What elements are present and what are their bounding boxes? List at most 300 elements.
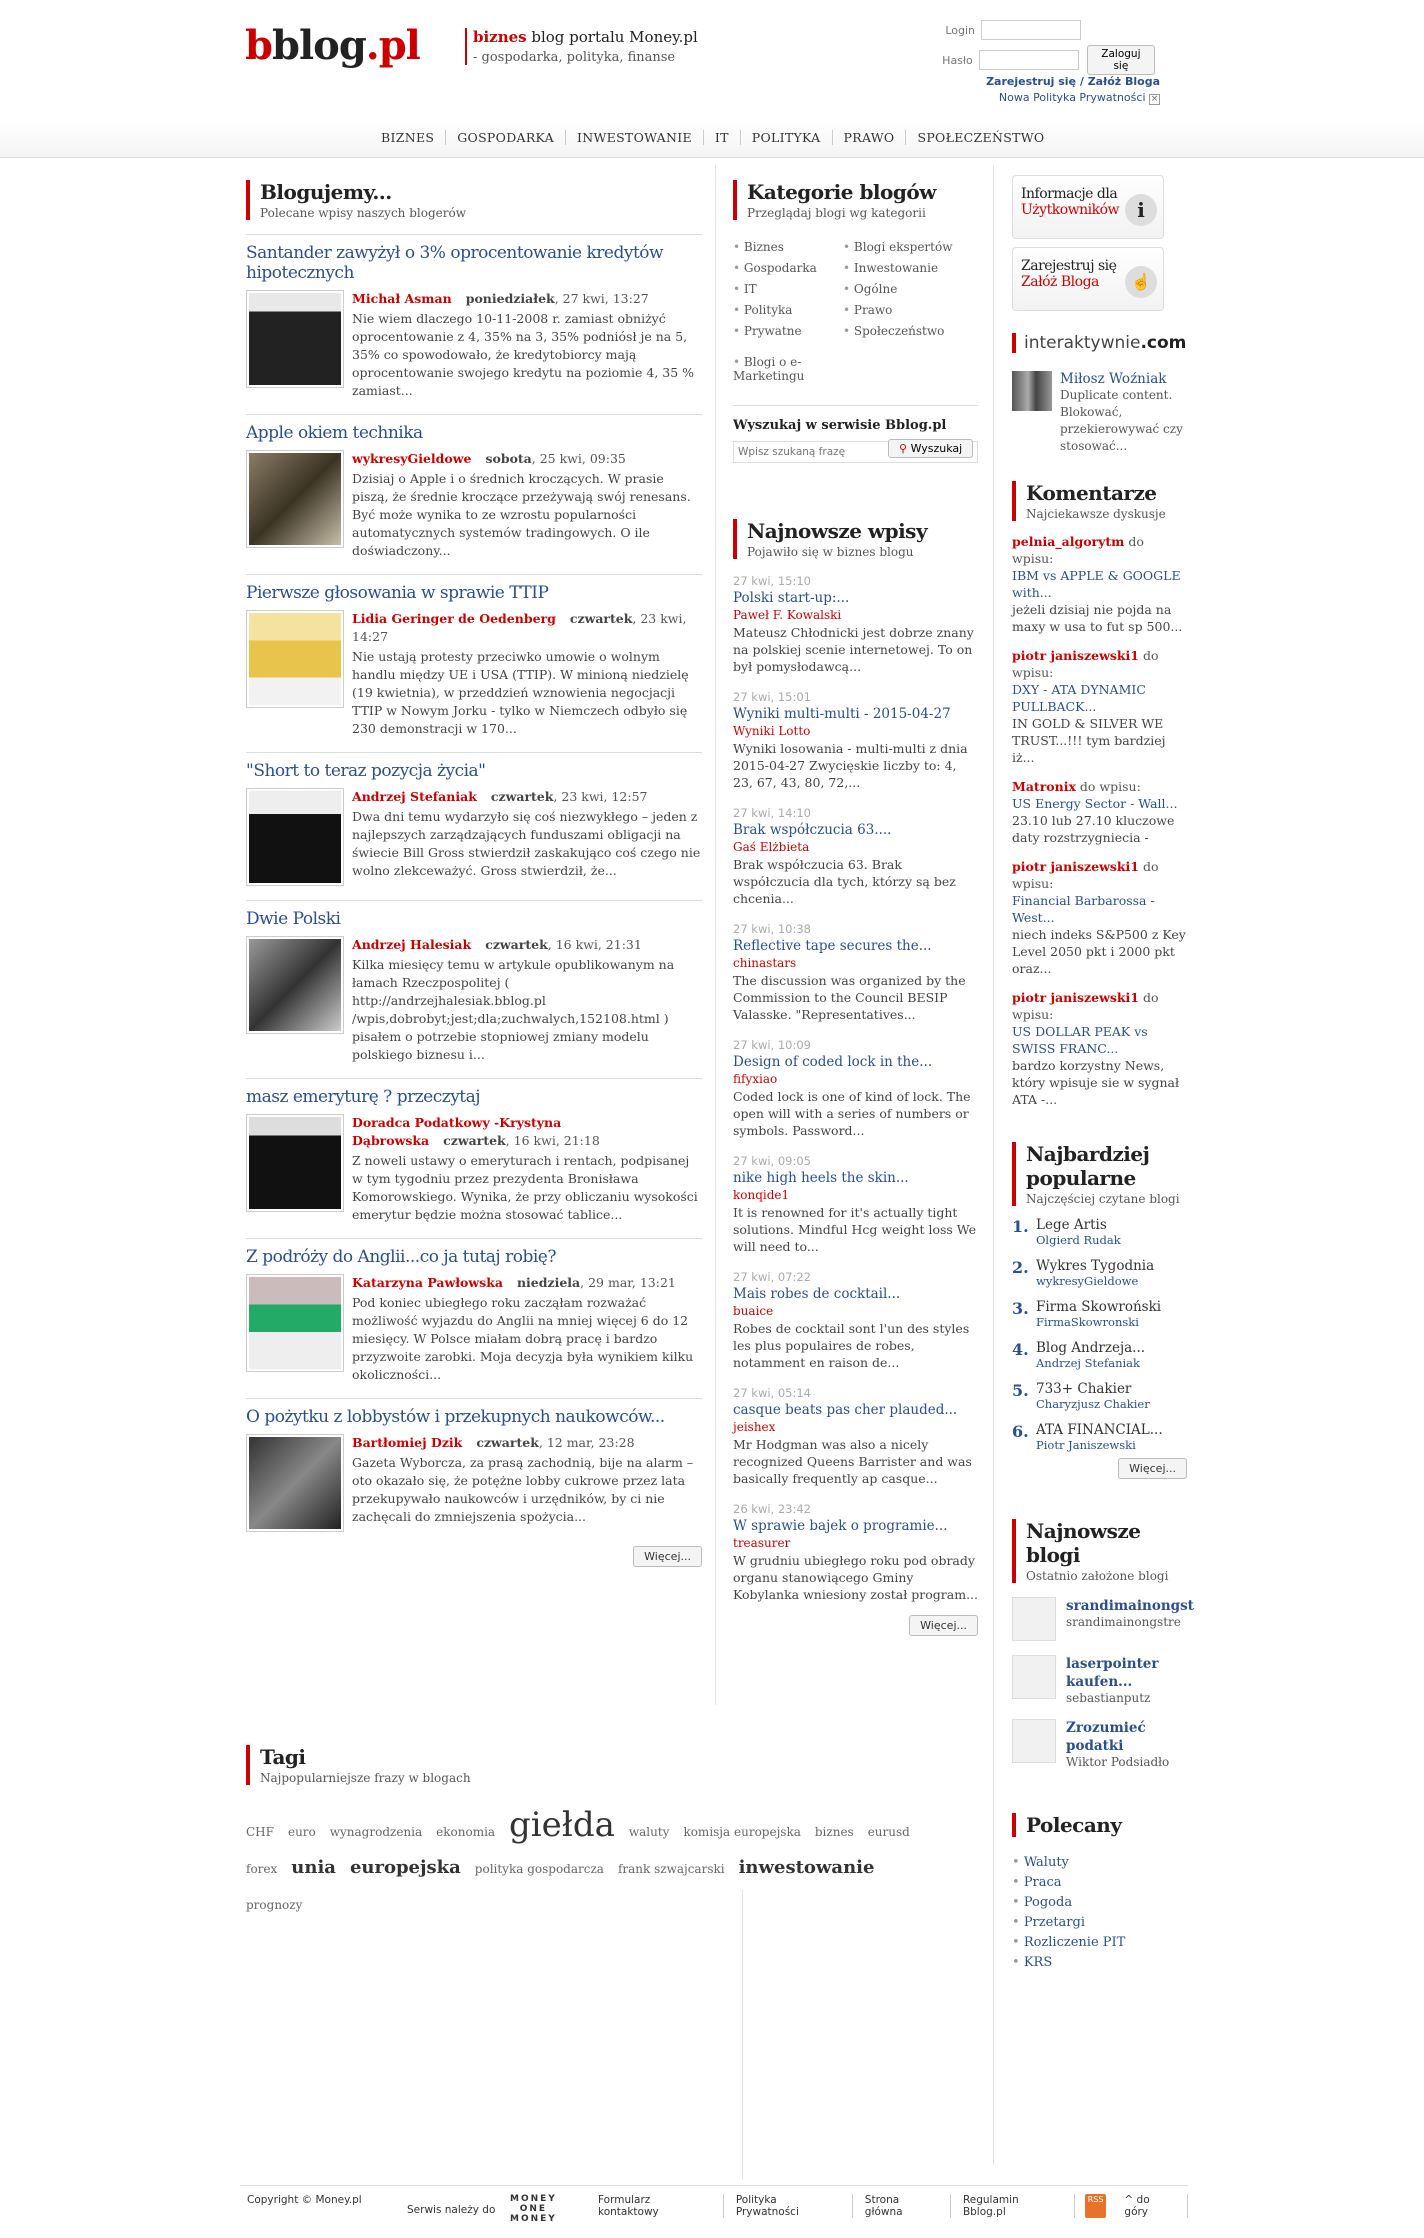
money-logo[interactable]: MONEY ONE MONEY xyxy=(510,2194,557,2224)
tag-link[interactable]: eurusd xyxy=(867,1825,910,1839)
tag-link[interactable]: prognozy xyxy=(246,1898,303,1912)
post-thumbnail[interactable] xyxy=(246,788,344,886)
category-link[interactable]: • Blogi o e-Marketingu xyxy=(733,355,843,383)
newest-post-author[interactable]: fifyxiao xyxy=(733,1072,778,1086)
section-heading xyxy=(1012,1142,1187,1206)
newest-post-author[interactable]: Gaś Elżbieta xyxy=(733,840,810,854)
post-author[interactable]: Bartłomiej Dzik xyxy=(352,1435,463,1450)
post-excerpt: Gazeta Wyborcza, za prasą zachodnią, bije na alarm – oto okazało się, że potężne lobby cukrowe przez lata przekupywało naukowców i urzędników, by ci nie zachęcali do zmniejszenia spożycia... xyxy=(352,1455,694,1524)
newest-post-date: 27 kwi, 05:14 xyxy=(733,1386,812,1400)
site-logo[interactable]: bblog.pl xyxy=(245,22,420,69)
popular-rank: 2. xyxy=(1012,1258,1029,1277)
info-box-line1: Zarejestruj się xyxy=(1021,258,1117,274)
avatar xyxy=(1012,1597,1056,1641)
section-title: Blogujemy... xyxy=(260,180,392,204)
tagline-biz: biznes xyxy=(473,28,527,46)
section-heading xyxy=(1012,1813,1187,1837)
post-meta xyxy=(352,1434,702,1452)
newest-post-item xyxy=(733,921,978,1023)
section-title: Najnowsze blogi xyxy=(1026,1519,1141,1567)
newest-post-date: 27 kwi, 15:01 xyxy=(733,690,812,704)
comment-excerpt: bardzo korzystny News, który wpisuje sie w sygnał ATA -... xyxy=(1012,1058,1180,1107)
newest-post-title[interactable]: Mais robes de cocktail... xyxy=(733,1286,901,1302)
category-link[interactable]: • Biznes xyxy=(733,240,843,254)
header xyxy=(0,0,1424,158)
nav-inwestowanie[interactable]: INWESTOWANIE xyxy=(566,130,704,145)
post-title[interactable]: "Short to teraz pozycja życia" xyxy=(246,761,486,781)
copyright: Copyright © Money.pl xyxy=(247,2194,362,2206)
owner-text: Serwis należy do xyxy=(407,2204,496,2216)
tagline-main: blog portalu Money.pl xyxy=(526,28,698,46)
post-excerpt: Pod koniec ubiegłego roku zacząłam rozważać możliwość wyjazdu do Anglii na mniej więcej 6 do 12 miesięcy. W Polsce miałam dobrą pracę i bardzo przyzwoite zarobki. Moja decyzja była wynikiem kilku okoliczności... xyxy=(352,1295,694,1382)
post-item xyxy=(246,234,702,400)
category-link[interactable]: • Gospodarka xyxy=(733,261,843,275)
new-blog-user: srandimainongstre xyxy=(1066,1615,1181,1629)
nav-it[interactable]: IT xyxy=(704,130,741,145)
recommended-link[interactable]: • KRS xyxy=(1012,1953,1187,1973)
new-blogs-list xyxy=(1012,1597,1194,1769)
post-thumbnail[interactable] xyxy=(246,1274,344,1372)
popular-blog-author[interactable]: Piotr Janiszewski xyxy=(1036,1438,1136,1452)
post-excerpt: Dwa dni temu wydarzyło się coś niezwykłego – jeden z najlepszych zarządzających funduszami obligacji na świecie Bill Gross stwierdził zaskakująco coś czego nie wolno zlekceważyć. Gross stwierdził, że... xyxy=(352,809,701,878)
newest-post-excerpt: Robes de cocktail sont l'un des styles les plus populaires de robes, notamment en raison de... xyxy=(733,1321,970,1370)
post-item xyxy=(246,414,702,560)
recommended-link[interactable]: • Waluty xyxy=(1012,1853,1187,1873)
category-list xyxy=(733,240,978,383)
search-label: Wyszukaj w serwisie Bblog.pl xyxy=(733,418,947,433)
newest-post-excerpt: Mateusz Chłodnicki jest dobrze znany na polskiej scenie internetowej. To on był pomysłodawcą... xyxy=(733,625,974,674)
post-meta xyxy=(352,788,702,806)
category-link[interactable]: • Prawo xyxy=(843,303,973,317)
comment-item xyxy=(1012,533,1187,635)
avatar xyxy=(1012,1719,1056,1763)
register-box[interactable] xyxy=(1012,247,1164,311)
comment-excerpt: niech indeks S&P500 z Key Level 2050 pkt i 2000 pkt oraz... xyxy=(1012,927,1186,976)
popular-blog-name[interactable]: Wykres Tygodnia xyxy=(1036,1258,1155,1274)
newest-post-date: 27 kwi, 15:10 xyxy=(733,574,812,588)
tag-cloud xyxy=(246,1807,946,1923)
comment-user[interactable]: piotr janiszewski1 xyxy=(1012,648,1139,663)
post-title[interactable]: Dwie Polski xyxy=(246,909,341,929)
section-title: Najnowsze wpisy xyxy=(747,519,928,543)
comment-post-title[interactable]: Financial Barbarossa - West... xyxy=(1012,893,1155,925)
section-subtitle: Pojawiło się w biznes blogu xyxy=(747,545,914,559)
search-box xyxy=(733,405,978,463)
item-desc: Duplicate content. Blokować, przekierowywać czy stosować... xyxy=(1060,388,1183,453)
popular-blog-author[interactable]: Andrzej Stefaniak xyxy=(1036,1356,1140,1370)
newest-post-author[interactable]: Paweł F. Kowalski xyxy=(733,608,842,622)
divider xyxy=(715,165,716,1705)
popular-rank: 6. xyxy=(1012,1422,1029,1441)
popular-rank: 5. xyxy=(1012,1381,1029,1400)
popular-blog-name[interactable]: 733+ Chakier xyxy=(1036,1381,1132,1397)
footer-link[interactable]: Strona główna xyxy=(853,2194,951,2218)
newest-post-title[interactable]: Brak współczucia 63.... xyxy=(733,822,892,838)
newest-post-date: 27 kwi, 10:38 xyxy=(733,922,812,936)
post-date: , 23 kwi, 14:27 xyxy=(352,611,687,644)
popular-item[interactable] xyxy=(1012,1422,1187,1452)
recommended-link[interactable]: • Przetargi xyxy=(1012,1913,1187,1933)
footer-link[interactable]: Polityka Prywatności xyxy=(724,2194,853,2218)
comment-user[interactable]: Matronix xyxy=(1012,779,1076,794)
password-input[interactable] xyxy=(979,50,1079,70)
avatar xyxy=(1012,371,1052,411)
new-blog-name[interactable]: laserpointer kaufen... xyxy=(1066,1656,1159,1690)
info-box-line1: Informacje dla xyxy=(1021,186,1118,202)
post-day: czwartek xyxy=(490,789,554,804)
newest-post-author[interactable]: treasurer xyxy=(733,1536,791,1550)
new-blog-user: sebastianputz xyxy=(1066,1691,1151,1705)
popular-item[interactable] xyxy=(1012,1299,1187,1329)
newest-post-date: 26 kwi, 23:42 xyxy=(733,1502,812,1516)
post-title[interactable]: O pożytku z lobbystów i przekupnych naukowców... xyxy=(246,1407,665,1427)
new-blog-name[interactable]: srandimainongst xyxy=(1066,1598,1194,1614)
footer-links xyxy=(586,2194,1188,2218)
tagline-sub: - gospodarka, polityka, finanse xyxy=(473,50,676,65)
footer-link[interactable]: Formularz kontaktowy xyxy=(586,2194,724,2218)
section-heading xyxy=(1012,1519,1187,1583)
comment-post-title[interactable]: US Energy Sector - Wall... xyxy=(1012,796,1178,811)
post-item xyxy=(246,1398,702,1532)
users-info-box[interactable] xyxy=(1012,175,1164,239)
comment-post-title[interactable]: IBM vs APPLE & GOOGLE with... xyxy=(1012,568,1181,600)
newest-post-date: 27 kwi, 14:10 xyxy=(733,806,812,820)
popular-item[interactable] xyxy=(1012,1381,1187,1411)
tag-link[interactable]: wynagrodzenia xyxy=(329,1825,423,1839)
comment-excerpt: IN GOLD & SILVER WE TRUST...!!! tym bardziej iż... xyxy=(1012,716,1166,765)
post-thumbnail[interactable] xyxy=(246,610,344,708)
comment-word: do wpisu: xyxy=(1012,859,1159,891)
section-heading xyxy=(246,1745,946,1785)
newest-post-excerpt: Brak współczucia 63. Brak współczucia dla tych, którzy są bez chcenia... xyxy=(733,857,956,906)
comment-post-title[interactable]: US DOLLAR PEAK vs SWISS FRANC... xyxy=(1012,1024,1148,1056)
comment-item xyxy=(1012,989,1187,1108)
post-excerpt: Kilka miesięcy temu w artykule opublikowanym na łamach Rzeczpospolitej ( http://andrzejhalesiak.bblog.pl /wpis,dobrobyt;jest;dla;zuchwalych,152108.html ) pisałem o potrzebie stopniowej zmiany modelu polskiego biznesu i... xyxy=(352,957,675,1062)
post-author[interactable]: Doradca Podatkowy -Krystyna Dąbrowska xyxy=(352,1115,562,1148)
comment-word: do wpisu: xyxy=(1075,779,1141,794)
newest-post-excerpt: W grudniu ubiegłego roku pod obrady organu stanowiącego Gminy Kobylanka wniesiony został program... xyxy=(733,1553,978,1602)
comment-excerpt: 23.10 lub 27.10 kluczowe daty rozstrzygniecia - xyxy=(1012,813,1175,845)
popular-blog-author[interactable]: wykresyGieldowe xyxy=(1036,1274,1139,1288)
newest-post-title[interactable]: Polski start-up:... xyxy=(733,590,850,606)
post-body xyxy=(246,1434,702,1532)
category-link[interactable]: • Inwestowanie xyxy=(843,261,973,275)
avatar xyxy=(1012,1655,1056,1699)
tag-link[interactable]: polityka gospodarcza xyxy=(474,1862,604,1876)
post-meta xyxy=(352,936,702,954)
close-icon[interactable]: × xyxy=(1150,94,1159,104)
section-heading xyxy=(733,180,978,220)
blogujemy-section xyxy=(246,180,702,1567)
post-body xyxy=(246,1274,702,1384)
post-day: sobota xyxy=(485,451,532,466)
popular-item[interactable] xyxy=(1012,1217,1187,1247)
tag-link[interactable]: komisja europejska xyxy=(683,1825,801,1839)
newest-post-item xyxy=(733,1153,978,1255)
popular-rank: 3. xyxy=(1012,1299,1029,1318)
post-body xyxy=(246,936,702,1064)
info-box-line2: Załóż Bloga xyxy=(1021,274,1099,290)
popular-blog-name[interactable]: Lege Artis xyxy=(1036,1217,1107,1233)
tag-link[interactable]: unia xyxy=(291,1857,336,1878)
post-thumbnail[interactable] xyxy=(246,1434,344,1532)
info-icon: i xyxy=(1125,194,1157,226)
newest-post-excerpt: The discussion was organized by the Commission to the Council BESIP Valasske. "Representatives... xyxy=(733,973,966,1022)
privacy-link[interactable]: Nowa Polityka Prywatności × xyxy=(998,91,1159,104)
newest-post-author[interactable]: jeishex xyxy=(733,1420,776,1434)
category-link[interactable]: • Społeczeństwo xyxy=(843,324,973,338)
right-column xyxy=(1012,175,1194,1973)
tag-link[interactable]: euro xyxy=(287,1825,316,1839)
nav-gospodarka[interactable]: GOSPODARKA xyxy=(446,130,566,145)
newest-post-author[interactable]: konqide1 xyxy=(733,1188,790,1202)
newest-post-title[interactable]: Wyniki multi-multi - 2015-04-27 xyxy=(733,706,951,722)
section-title: Komentarze xyxy=(1026,481,1157,505)
login-label: Login xyxy=(945,23,975,37)
newest-post-title[interactable]: casque beats pas cher plauded... xyxy=(733,1402,958,1418)
login-form xyxy=(935,20,1155,80)
comment-word: do wpisu: xyxy=(1012,990,1159,1022)
nav-spoleczenstwo[interactable]: SPOŁECZEŃSTWO xyxy=(917,130,1045,145)
nav-polityka[interactable]: POLITYKA xyxy=(741,130,833,145)
tags-section xyxy=(246,1745,946,1923)
new-blog-item[interactable] xyxy=(1012,1597,1194,1641)
post-thumbnail[interactable] xyxy=(246,1114,344,1212)
newest-post-item xyxy=(733,1385,978,1487)
post-body xyxy=(246,450,702,560)
newest-posts-list xyxy=(733,573,978,1603)
post-meta xyxy=(352,450,702,468)
newest-post-date: 27 kwi, 09:05 xyxy=(733,1154,812,1168)
post-title[interactable]: masz emeryturę ? przeczytaj xyxy=(246,1087,481,1107)
popular-blog-author[interactable]: Olgierd Rudak xyxy=(1036,1233,1121,1247)
newest-post-title[interactable]: nike high heels the skin... xyxy=(733,1170,909,1186)
post-day: czwartek xyxy=(485,937,548,952)
nav-prawo[interactable]: PRAWO xyxy=(833,130,907,145)
section-heading xyxy=(246,180,702,220)
post-item xyxy=(246,1078,702,1224)
popular-list xyxy=(1012,1217,1187,1452)
post-list xyxy=(246,234,702,1532)
comment-word: do wpisu: xyxy=(1012,648,1159,680)
tag-link[interactable]: giełda xyxy=(509,1805,615,1845)
site-tagline xyxy=(465,28,698,65)
post-day: czwartek xyxy=(476,1435,539,1450)
newest-post-date: 27 kwi, 10:09 xyxy=(733,1038,812,1052)
post-meta xyxy=(352,1114,702,1150)
post-thumbnail[interactable] xyxy=(246,450,344,548)
main-nav xyxy=(370,130,1055,145)
post-date: , 16 kwi, 21:31 xyxy=(547,937,642,952)
comment-word: do wpisu: xyxy=(1012,534,1144,566)
category-link[interactable]: • IT xyxy=(733,282,843,296)
post-date: , 23 kwi, 12:57 xyxy=(553,789,648,804)
popular-blog-name[interactable]: Firma Skowroński xyxy=(1036,1299,1162,1315)
post-date: , 25 kwi, 09:35 xyxy=(531,451,626,466)
post-date: , 29 mar, 13:21 xyxy=(580,1275,676,1290)
section-title: Polecany xyxy=(1026,1813,1122,1837)
section-subtitle: Ostatnio założone blogi xyxy=(1026,1569,1169,1583)
footer xyxy=(240,2185,1188,2225)
more-popular-button[interactable]: Więcej... xyxy=(1118,1458,1187,1479)
newest-post-excerpt: Wyniki losowania - multi-multi z dnia 2015-04-27 Zwycięskie liczby to: 4, 23, 67, 43, 80, 72,... xyxy=(733,741,968,790)
post-title[interactable]: Z podróży do Anglii...co ja tutaj robię? xyxy=(246,1247,556,1267)
post-day: czwartek xyxy=(443,1133,506,1148)
popular-blog-name[interactable]: Blog Andrzeja... xyxy=(1036,1340,1146,1356)
comments-list xyxy=(1012,533,1187,1108)
comment-user[interactable]: piotr janiszewski1 xyxy=(1012,990,1139,1005)
section-heading xyxy=(733,519,978,559)
tag-link[interactable]: forex xyxy=(246,1862,278,1876)
newest-post-title[interactable]: Reflective tape secures the... xyxy=(733,938,932,954)
footer-link[interactable]: Regulamin Bblog.pl xyxy=(951,2194,1075,2218)
recommended-link[interactable]: • Rozliczenie PIT xyxy=(1012,1933,1187,1953)
post-body xyxy=(246,788,702,886)
tag-link[interactable]: frank szwajcarski xyxy=(617,1862,725,1876)
newest-post-title[interactable]: Design of coded lock in the... xyxy=(733,1054,933,1070)
post-excerpt: Z noweli ustawy o emeryturach i rentach, podpisanej w tym tygodniu przez prezydenta Bronisława Komorowskiego. Wynika, że przy obliczaniu wysokości emerytur będzie można stosować tablice... xyxy=(352,1153,698,1222)
register-links xyxy=(960,75,1160,105)
section-subtitle: Najpopularniejsze frazy w blogach xyxy=(260,1771,471,1785)
recommended-link[interactable]: • Pogoda xyxy=(1012,1893,1187,1913)
tag-link[interactable]: inwestowanie xyxy=(738,1857,875,1878)
tag-link[interactable]: europejska xyxy=(349,1857,461,1878)
post-body xyxy=(246,290,702,400)
new-blog-item[interactable] xyxy=(1012,1655,1187,1705)
category-link[interactable]: • Blogi ekspertów xyxy=(843,240,973,254)
category-link[interactable]: • Ogólne xyxy=(843,282,973,296)
tag-link[interactable]: CHF xyxy=(246,1825,274,1839)
post-author[interactable]: Lidia Geringer de Oedenberg xyxy=(352,611,556,626)
popular-blog-author[interactable]: FirmaSkowronski xyxy=(1036,1315,1139,1329)
post-title[interactable]: Santander zawyżył o 3% oprocentowanie kredytów hipotecznych xyxy=(246,243,664,283)
post-meta xyxy=(352,610,702,646)
middle-column xyxy=(733,180,978,1636)
newest-post-item xyxy=(733,1501,978,1603)
newest-post-author[interactable]: chinastars xyxy=(733,956,797,970)
section-subtitle: Najczęściej czytane blogi xyxy=(1026,1192,1180,1206)
section-title: Tagi xyxy=(260,1745,306,1769)
more-newest-button[interactable]: Więcej... xyxy=(909,1615,978,1636)
new-blog-name[interactable]: Zrozumieć podatki xyxy=(1066,1720,1146,1754)
post-item xyxy=(246,1238,702,1384)
interaktywnie-item[interactable] xyxy=(1012,371,1187,455)
section-subtitle: Najciekawsze dyskusje xyxy=(1026,507,1166,521)
post-thumbnail[interactable] xyxy=(246,290,344,388)
post-thumbnail[interactable] xyxy=(246,936,344,1034)
comment-item xyxy=(1012,778,1187,846)
newest-post-item xyxy=(733,1037,978,1139)
category-link[interactable]: • Polityka xyxy=(733,303,843,317)
section-heading xyxy=(1012,481,1187,521)
comment-user[interactable]: pelnia_algorytm xyxy=(1012,534,1125,549)
category-link[interactable]: • Prywatne xyxy=(733,324,843,338)
post-author[interactable]: Katarzyna Pawłowska xyxy=(352,1275,503,1290)
popular-blog-author[interactable]: Charyzjusz Chakier xyxy=(1036,1397,1150,1411)
post-item xyxy=(246,900,702,1064)
recommended-link[interactable]: • Praca xyxy=(1012,1873,1187,1893)
author-name[interactable]: Miłosz Woźniak xyxy=(1060,371,1167,387)
info-box-line2: Użytkowników xyxy=(1021,202,1119,218)
new-blog-item[interactable] xyxy=(1012,1719,1187,1769)
recommended-list xyxy=(1012,1853,1187,1973)
newest-post-excerpt: Mr Hodgman was also a nicely recognized Queens Barrister and was basically frequently ap casque... xyxy=(733,1437,972,1486)
section-subtitle: Przeglądaj blogi wg kategorii xyxy=(747,206,926,220)
newest-post-item xyxy=(733,1269,978,1371)
popular-rank: 1. xyxy=(1012,1217,1029,1236)
post-day: poniedziałek xyxy=(465,291,555,306)
post-body xyxy=(246,610,702,738)
post-title[interactable]: Pierwsze głosowania w sprawie TTIP xyxy=(246,583,549,603)
post-day: niedziela xyxy=(516,1275,581,1290)
interaktywnie-logo[interactable]: interaktywnie.com xyxy=(1012,333,1187,353)
comment-user[interactable]: piotr janiszewski1 xyxy=(1012,859,1139,874)
divider xyxy=(993,165,994,2165)
tag-link[interactable]: ekonomia xyxy=(436,1825,496,1839)
post-author[interactable]: Michał Asman xyxy=(352,291,452,306)
nav-biznes[interactable]: BIZNES xyxy=(370,130,446,145)
divider xyxy=(742,1890,743,2180)
login-input[interactable] xyxy=(981,20,1081,40)
post-author[interactable]: Andrzej Halesiak xyxy=(352,937,472,952)
newest-post-excerpt: Coded lock is one of kind of lock. The open will with a series of numbers or symbols. Password... xyxy=(733,1089,971,1138)
register-link[interactable]: Zarejestruj się / Załóż Bloga xyxy=(986,75,1160,88)
section-title: Kategorie blogów xyxy=(747,180,936,204)
post-date: , 16 kwi, 21:18 xyxy=(505,1133,600,1148)
newest-post-excerpt: It is renowned for it's actually tight solutions. Mindful Hcg weight loss We will need to... xyxy=(733,1205,977,1254)
post-meta xyxy=(352,290,702,308)
post-date: , 27 kwi, 13:27 xyxy=(554,291,649,306)
post-author[interactable]: wykresyGieldowe xyxy=(352,451,472,466)
popular-blog-name[interactable]: ATA FINANCIAL... xyxy=(1036,1422,1163,1438)
post-item xyxy=(246,752,702,886)
password-label: Hasło xyxy=(942,53,973,67)
newest-post-title[interactable]: W sprawie bajek o programie... xyxy=(733,1518,948,1534)
post-day: czwartek xyxy=(569,611,633,626)
comment-item xyxy=(1012,858,1187,977)
tag-link[interactable]: waluty xyxy=(628,1825,670,1839)
login-button[interactable]: Zaloguj się xyxy=(1087,45,1155,75)
post-title[interactable]: Apple okiem technika xyxy=(246,423,423,443)
newest-post-author[interactable]: buaice xyxy=(733,1304,774,1318)
post-date: , 12 mar, 23:28 xyxy=(538,1435,635,1450)
search-button[interactable]: ⚲ Wyszukaj xyxy=(888,439,973,458)
post-item xyxy=(246,574,702,738)
popular-rank: 4. xyxy=(1012,1340,1029,1359)
post-body xyxy=(246,1114,702,1224)
post-excerpt: Nie ustają protesty przeciwko umowie o wolnym handlu między UE i USA (TTIP). W minioną niedzielę (19 kwietnia), w przeddzień wznowienia negocjacji TTIP w Nowym Jorku - tylko w Niemczech odbyło się 230 demonstracji w 170... xyxy=(352,649,689,736)
newest-post-item xyxy=(733,573,978,675)
post-meta xyxy=(352,1274,702,1292)
more-posts-button[interactable]: Więcej... xyxy=(633,1546,702,1567)
newest-post-item xyxy=(733,805,978,907)
newest-post-item xyxy=(733,689,978,791)
search-icon: ⚲ xyxy=(899,442,908,455)
tag-link[interactable]: biznes xyxy=(814,1825,854,1839)
comment-excerpt: jeżeli dzisiaj nie pojda na maxy w usa to fut sp 500... xyxy=(1012,602,1183,634)
popular-item[interactable] xyxy=(1012,1340,1187,1370)
comment-post-title[interactable]: DXY - ATA DYNAMIC PULLBACK... xyxy=(1012,682,1146,714)
post-author[interactable]: Andrzej Stefaniak xyxy=(352,789,477,804)
newest-post-author[interactable]: Wyniki Lotto xyxy=(733,724,811,738)
back-to-top-link[interactable]: ^ do góry xyxy=(1112,2194,1188,2218)
post-excerpt: Nie wiem dlaczego 10-11-2008 r. zamiast obniżyć oprocentowanie z 4, 35% na 3, 35% podniósł je na 5, 35% co spowodowało, że kredytobiorcy mają oprocentowanie swojego kredytu na poziomie 4, 35 % zamiast... xyxy=(352,311,695,398)
pointer-icon: ☝ xyxy=(1125,266,1157,298)
comment-item xyxy=(1012,647,1187,766)
rss-icon[interactable]: RSS xyxy=(1085,2194,1107,2218)
popular-item[interactable] xyxy=(1012,1258,1187,1288)
new-blog-user: Wiktor Podsiadło xyxy=(1066,1755,1170,1769)
